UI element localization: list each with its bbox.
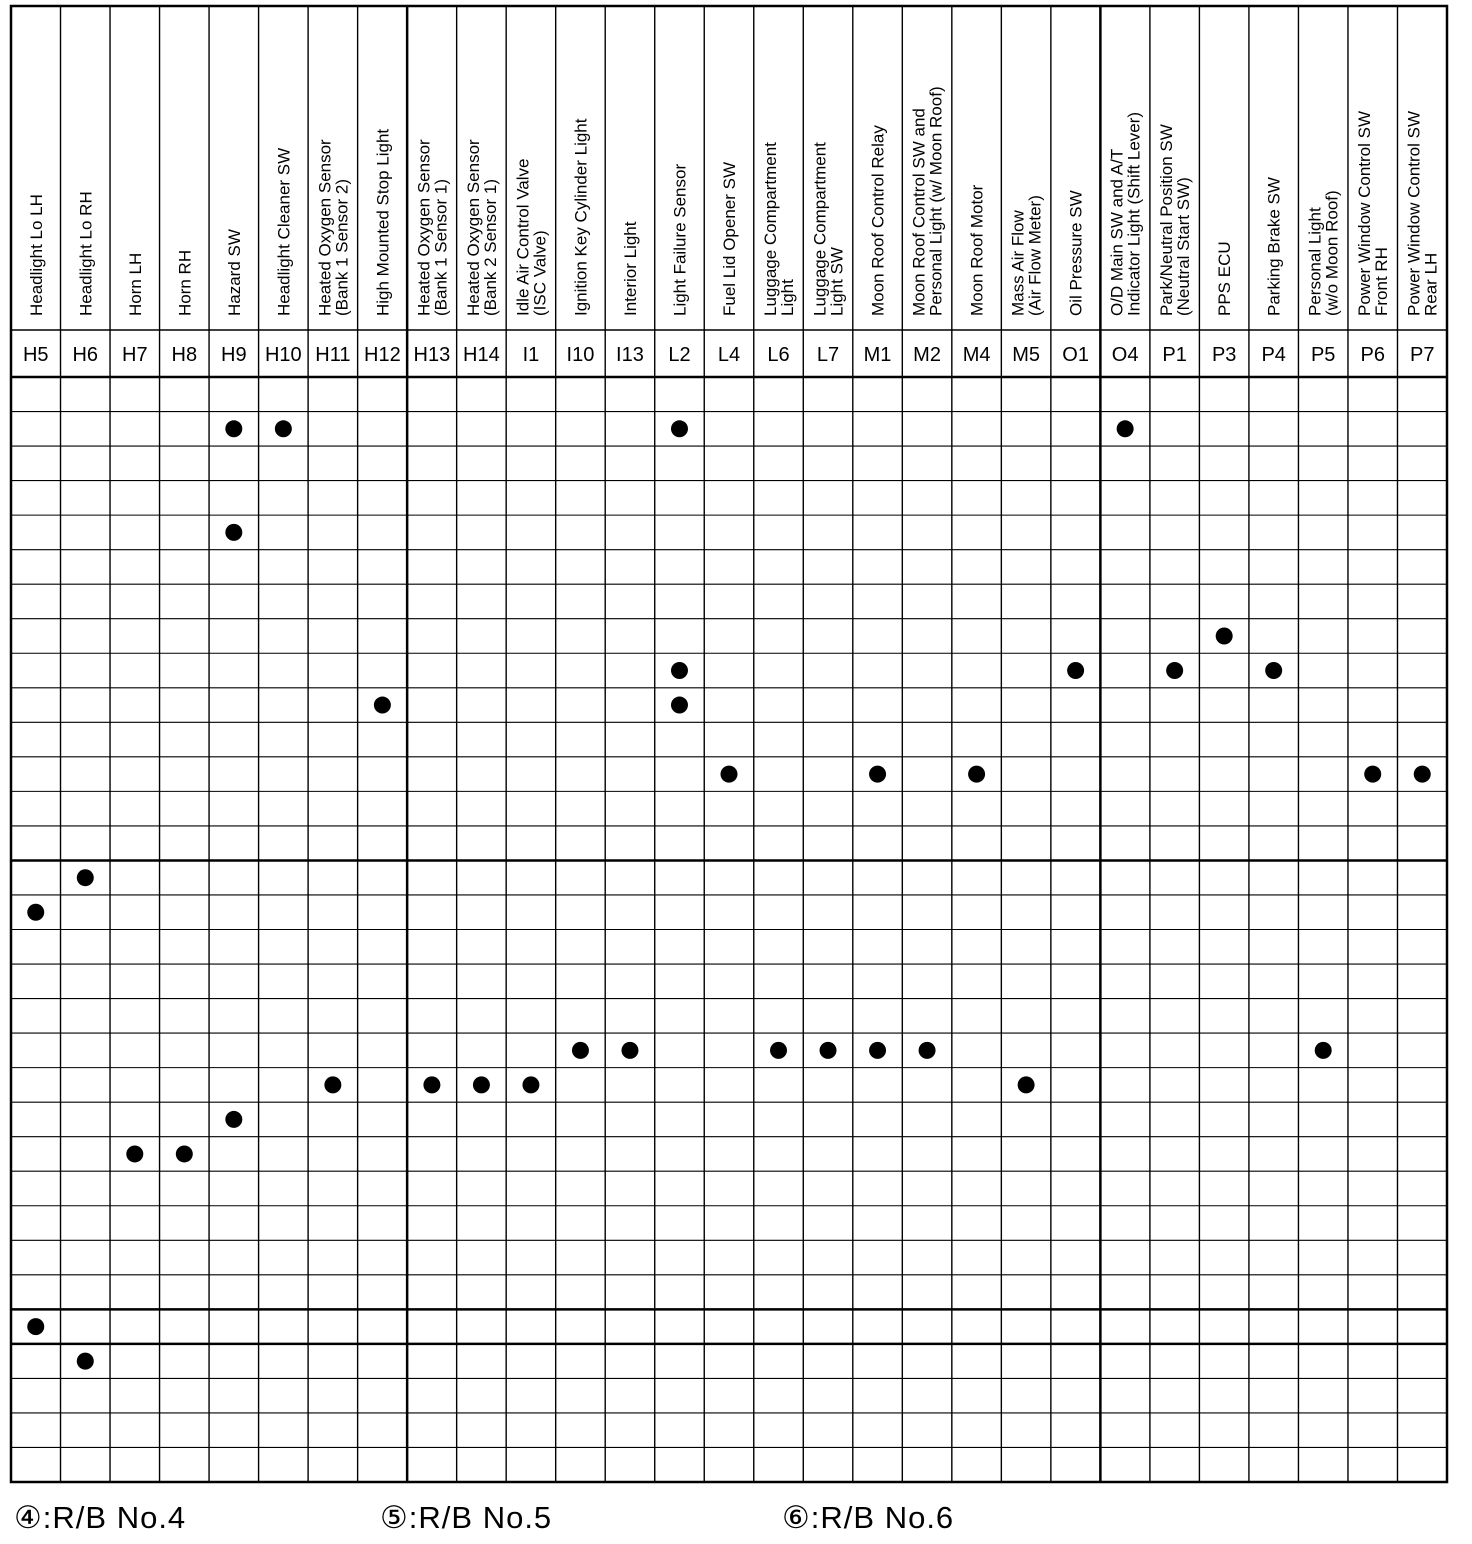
connector-code: P4 — [1261, 344, 1286, 366]
connector-code: M4 — [962, 344, 991, 366]
connection-dot — [473, 1076, 490, 1093]
connection-dot — [721, 766, 738, 783]
column-label: Personal Light (w/ Moon Roof) — [926, 86, 946, 316]
connector-code: I1 — [522, 344, 540, 366]
connection-dot — [225, 1111, 242, 1128]
column-label: (Neutral Start SW) — [1174, 177, 1194, 316]
column-label: Heated Oxygen Sensor — [414, 139, 434, 316]
column-label: High Mounted Stop Light — [373, 128, 393, 316]
connection-dot — [1018, 1076, 1035, 1093]
connector-code: O4 — [1111, 344, 1139, 366]
connector-code: H6 — [72, 344, 99, 366]
connection-dot — [1166, 662, 1183, 679]
connection-dot — [572, 1042, 589, 1059]
connection-dot — [225, 524, 242, 541]
connection-dot — [176, 1145, 193, 1162]
connector-code: H5 — [22, 344, 49, 366]
column-label: Park/Neutral Position SW — [1157, 124, 1177, 316]
column-label: Power Window Control SW — [1355, 110, 1375, 316]
connection-dot — [225, 420, 242, 437]
column-label: Rear LH — [1421, 252, 1441, 316]
connector-code: O1 — [1062, 344, 1089, 366]
connection-dot — [1067, 662, 1084, 679]
connection-dot — [1117, 420, 1134, 437]
connection-dot — [671, 420, 688, 437]
connection-dot — [423, 1076, 440, 1093]
column-label: Indicator Light (Shift Lever) — [1124, 111, 1144, 316]
connector-code: H7 — [122, 344, 148, 366]
legend-rb-no4: ④:R/B No.4 — [14, 1500, 187, 1535]
connection-dot — [77, 869, 94, 886]
column-label: Hazard SW — [224, 229, 244, 316]
connection-dot — [522, 1076, 539, 1093]
column-label: Interior Light — [620, 221, 640, 316]
column-label: (Air Flow Meter) — [1025, 195, 1045, 316]
legend-rb-no5: ⑤:R/B No.5 — [380, 1500, 553, 1535]
column-label: (ISC Valve) — [530, 230, 550, 316]
column-label: O/D Main SW and A/T — [1107, 148, 1127, 316]
column-label: Luggage Compartment — [761, 142, 781, 316]
column-label: (w/o Moon Roof) — [1322, 190, 1342, 316]
connection-dot — [27, 904, 44, 921]
connection-dot — [126, 1145, 143, 1162]
column-label: Moon Roof Motor — [967, 184, 987, 316]
connection-dot — [968, 766, 985, 783]
column-label: Headlight Cleaner SW — [274, 147, 294, 316]
connection-dot — [671, 697, 688, 714]
connector-code: M2 — [913, 344, 941, 366]
column-label: Headlight Lo LH — [26, 194, 46, 316]
column-label: (Bank 1 Sensor 2) — [332, 178, 352, 316]
column-label: PPS ECU — [1215, 241, 1235, 316]
connection-dot — [1414, 766, 1431, 783]
column-label: Idle Air Control Valve — [513, 158, 533, 316]
connection-dot — [671, 662, 688, 679]
column-label: Horn RH — [175, 249, 195, 316]
connection-dot — [869, 1042, 886, 1059]
column-label: Mass Air Flow — [1008, 210, 1028, 316]
column-label: Light SW — [827, 247, 847, 316]
column-label: Luggage Compartment — [810, 142, 830, 316]
column-label: Moon Roof Control Relay — [868, 125, 888, 316]
connection-dot — [820, 1042, 837, 1059]
column-label: Moon Roof Control SW and — [909, 108, 929, 316]
connector-code: H11 — [315, 344, 351, 366]
legend-rb-no6: ⑥:R/B No.6 — [782, 1500, 955, 1535]
connection-dot — [1216, 627, 1233, 644]
connection-dot — [275, 420, 292, 437]
connection-dot — [27, 1318, 44, 1335]
connector-code: M1 — [863, 344, 892, 366]
connector-code: H14 — [463, 344, 500, 366]
connector-code: L7 — [816, 344, 840, 366]
connector-code: H10 — [264, 344, 302, 366]
connector-code: H13 — [413, 344, 451, 366]
column-label: Headlight Lo RH — [76, 191, 96, 316]
connection-dot — [324, 1076, 341, 1093]
connector-code: I10 — [566, 344, 595, 366]
connector-code: P7 — [1410, 344, 1435, 366]
connector-code: P5 — [1310, 344, 1336, 366]
column-label: Personal Light — [1305, 207, 1325, 316]
connector-code: P3 — [1211, 344, 1237, 366]
connection-dot — [869, 766, 886, 783]
connector-code: L6 — [767, 344, 790, 366]
connector-code: I13 — [616, 344, 644, 366]
column-label: (Bank 1 Sensor 1) — [431, 178, 451, 316]
column-label: Light — [778, 279, 798, 316]
column-label: Parking Brake SW — [1264, 177, 1284, 316]
connection-dot — [374, 697, 391, 714]
connector-code: H8 — [171, 344, 198, 366]
connection-dot — [770, 1042, 787, 1059]
connector-code: L2 — [668, 344, 691, 366]
connection-dot — [919, 1042, 936, 1059]
connection-dot — [77, 1353, 94, 1370]
connector-code: P1 — [1162, 344, 1187, 366]
connection-dot — [1364, 766, 1381, 783]
connection-dot — [1265, 662, 1282, 679]
column-label: Ignition Key Cylinder Light — [571, 118, 591, 316]
column-label: Fuel Lid Opener SW — [720, 161, 739, 316]
column-label: Horn LH — [125, 252, 145, 316]
column-label: Oil Pressure SW — [1066, 190, 1086, 316]
connector-code: M5 — [1012, 344, 1041, 366]
column-label: Front RH — [1372, 247, 1392, 316]
connector-code: L4 — [717, 344, 741, 366]
connector-code: P6 — [1360, 344, 1385, 366]
connection-dot — [621, 1042, 638, 1059]
column-label: Heated Oxygen Sensor — [315, 139, 335, 316]
column-label: (Bank 2 Sensor 1) — [480, 178, 500, 316]
column-label: Power Window Control SW — [1404, 110, 1424, 316]
column-label: Light Failure Sensor — [670, 163, 690, 316]
connector-code: H9 — [221, 344, 247, 366]
connection-dot — [1315, 1042, 1332, 1059]
connector-code: H12 — [364, 344, 401, 366]
column-label: Heated Oxygen Sensor — [463, 139, 483, 316]
